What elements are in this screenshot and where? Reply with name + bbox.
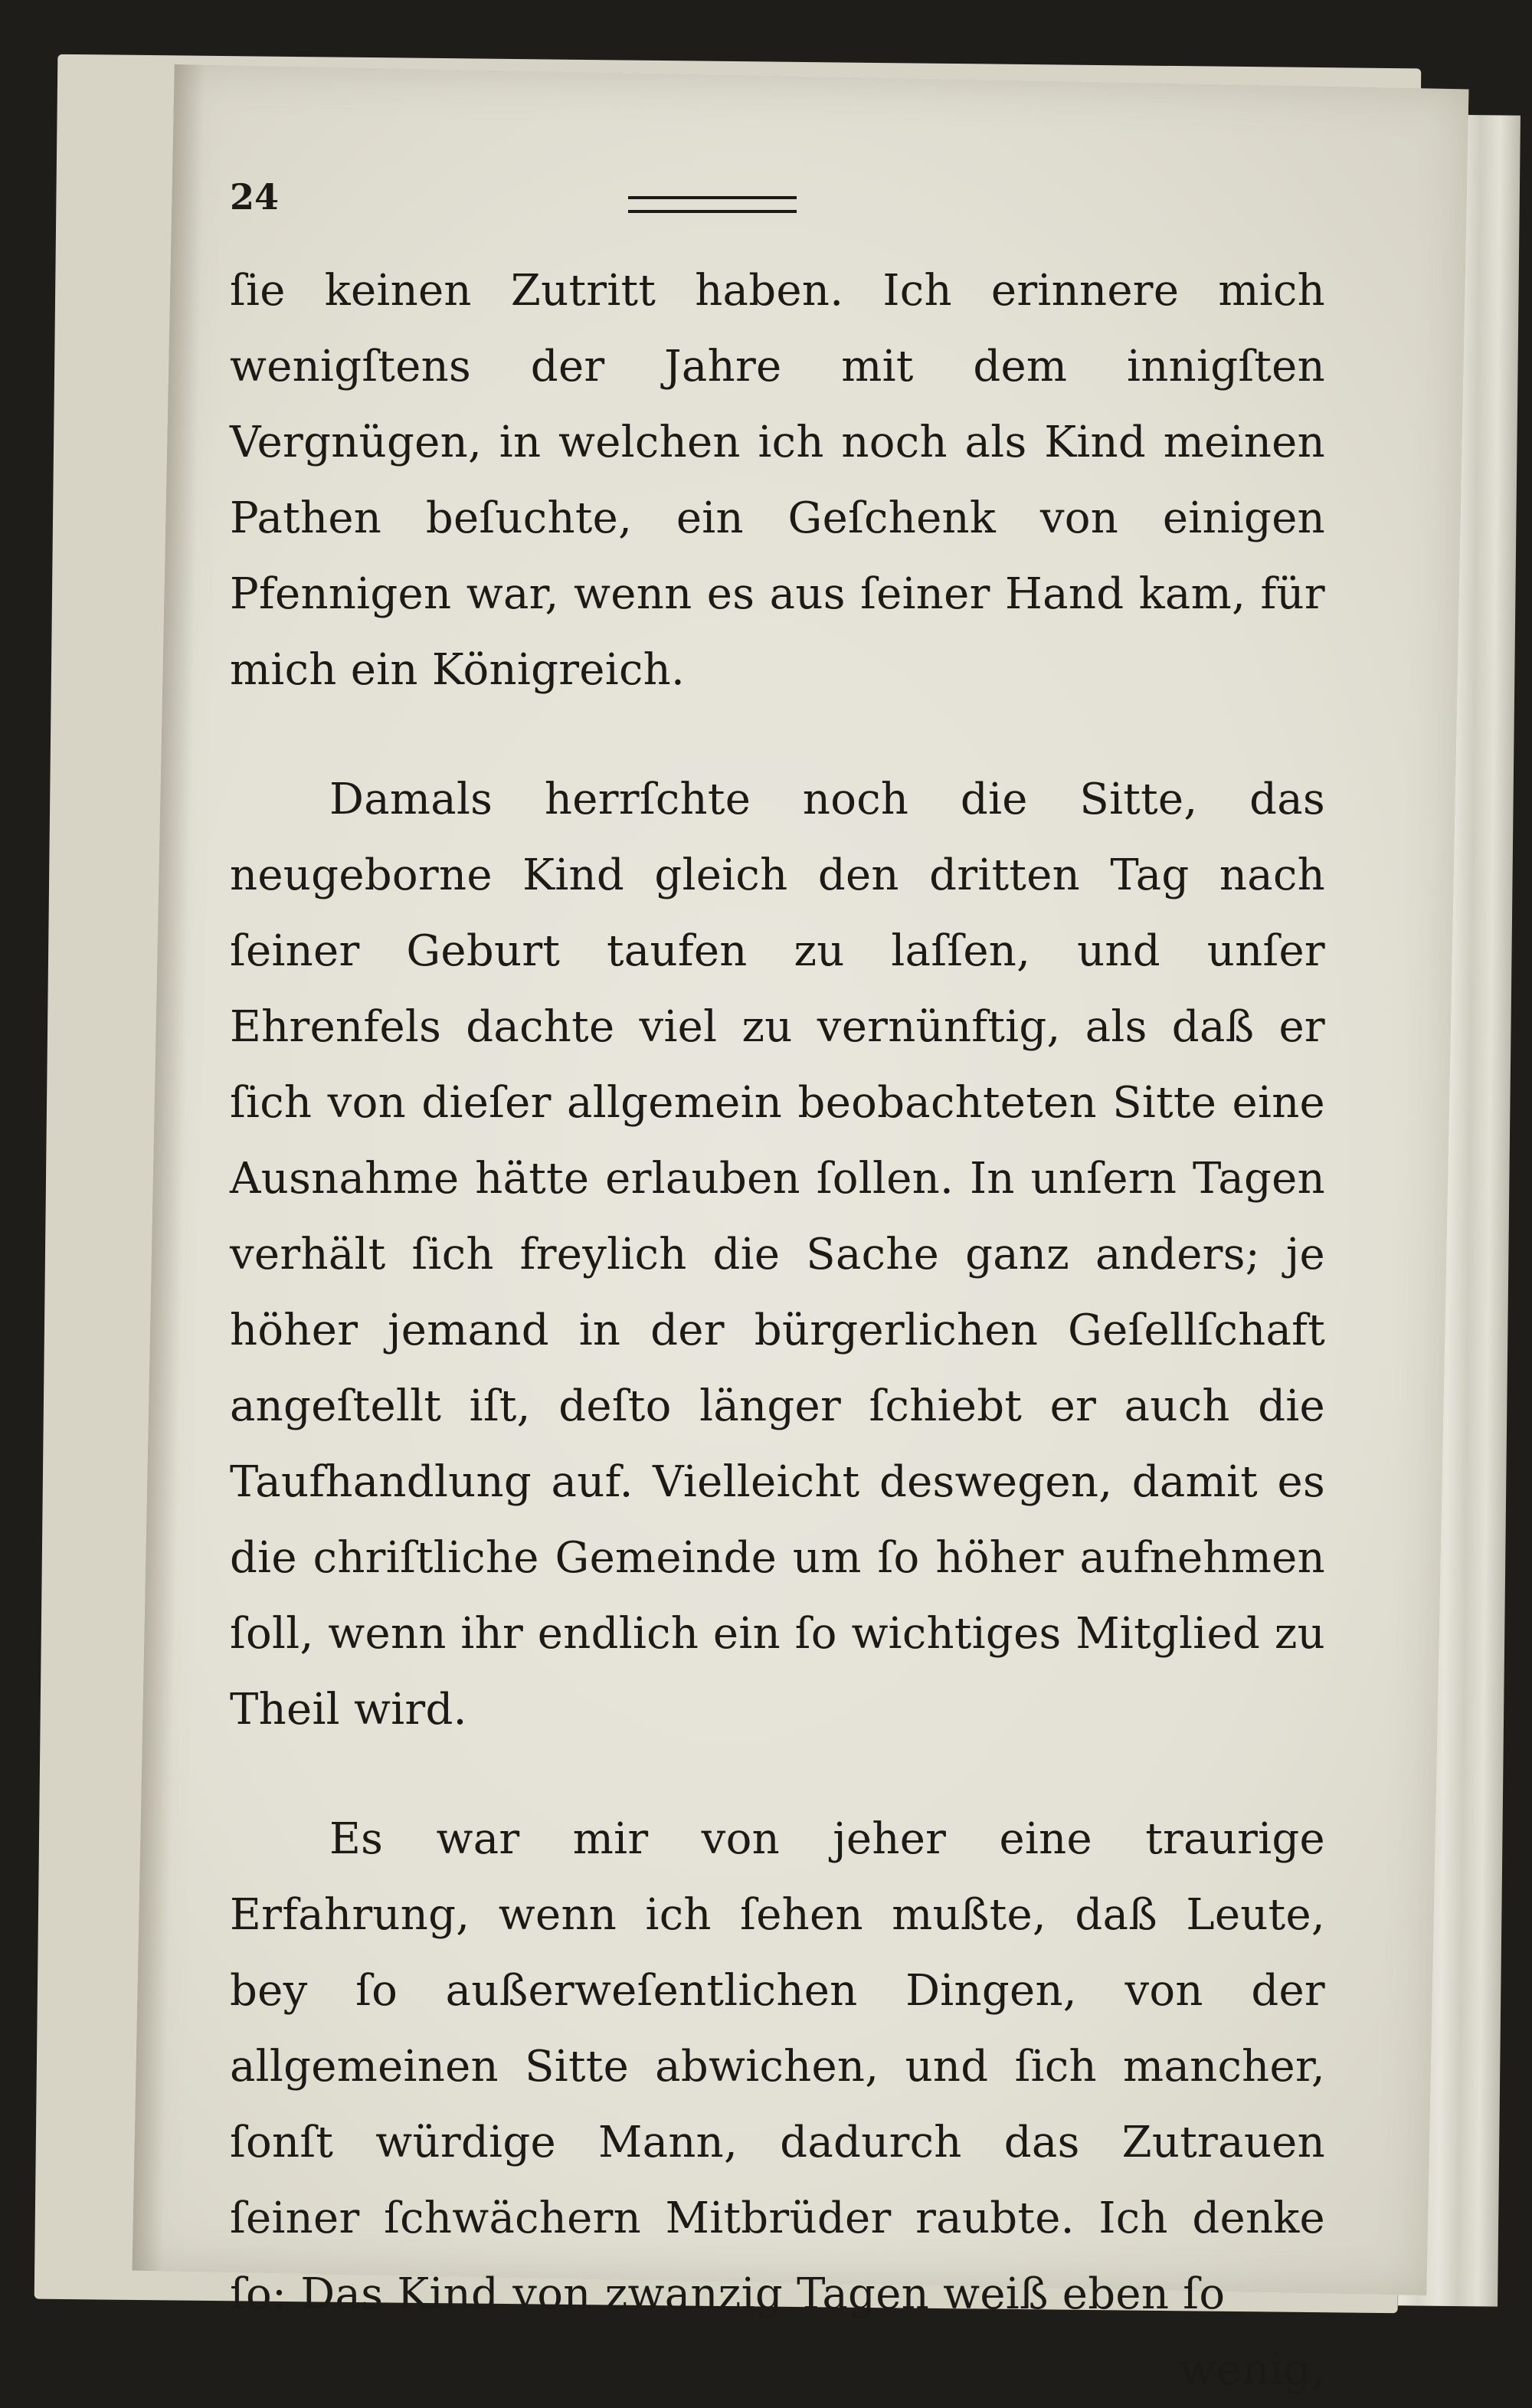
paragraph-3: Es war mir von jeher eine traurige Erfahrung, wenn ich ſehen mußte, daß Leute, bey ſo außerweſentlichen Dingen, von der allgemeinen Sitte abwichen, und ſich mancher, ſonſt würdige Mann, dadurch das Zutrauen ſeiner ſchwächern Mitbrüder raubte. Ich denke ſo: Das Kind von zwanzig Tagen weiß eben ſo [230,1814,1325,2319]
catchword: wenig, [1179,2345,1325,2395]
page-number: 24 [230,176,280,218]
paragraph-1: ſie keinen Zutritt haben. Ich erinnere mich wenigſtens der Jahre mit dem innigſten Vergnügen, in welchen ich noch als Kind meinen Pathen beſuchte, ein Geſchenk von einigen Pfennigen war, wenn es aus ſeiner Hand kam, für mich ein Königreich. [230,266,1325,695]
paragraph-2: Damals herrſchte noch die Sitte, das neugeborne Kind gleich den dritten Tag nach ſeiner Geburt taufen zu laſſen, und unſer Ehrenfels dachte viel zu vernünftig, als daß er ſich von dieſer allgemein beobachteten Sitte eine Ausnahme hätte erlauben ſollen. In unſern Tagen verhält ſich freylich die Sache ganz anders; je höher jemand in der bürgerlichen Geſellſchaft angeſtellt iſt, deſto länger ſchiebt er auch die Taufhandlung auf. Vielleicht deswegen, damit es die chriſtliche Gemeinde um ſo höher aufnehmen ſoll, wenn ihr endlich ein ſo wichtiges Mitglied zu Theil wird. [230,775,1325,1735]
body-text [230,253,1325,2408]
running-head [230,176,1302,238]
header-rule [628,196,797,213]
